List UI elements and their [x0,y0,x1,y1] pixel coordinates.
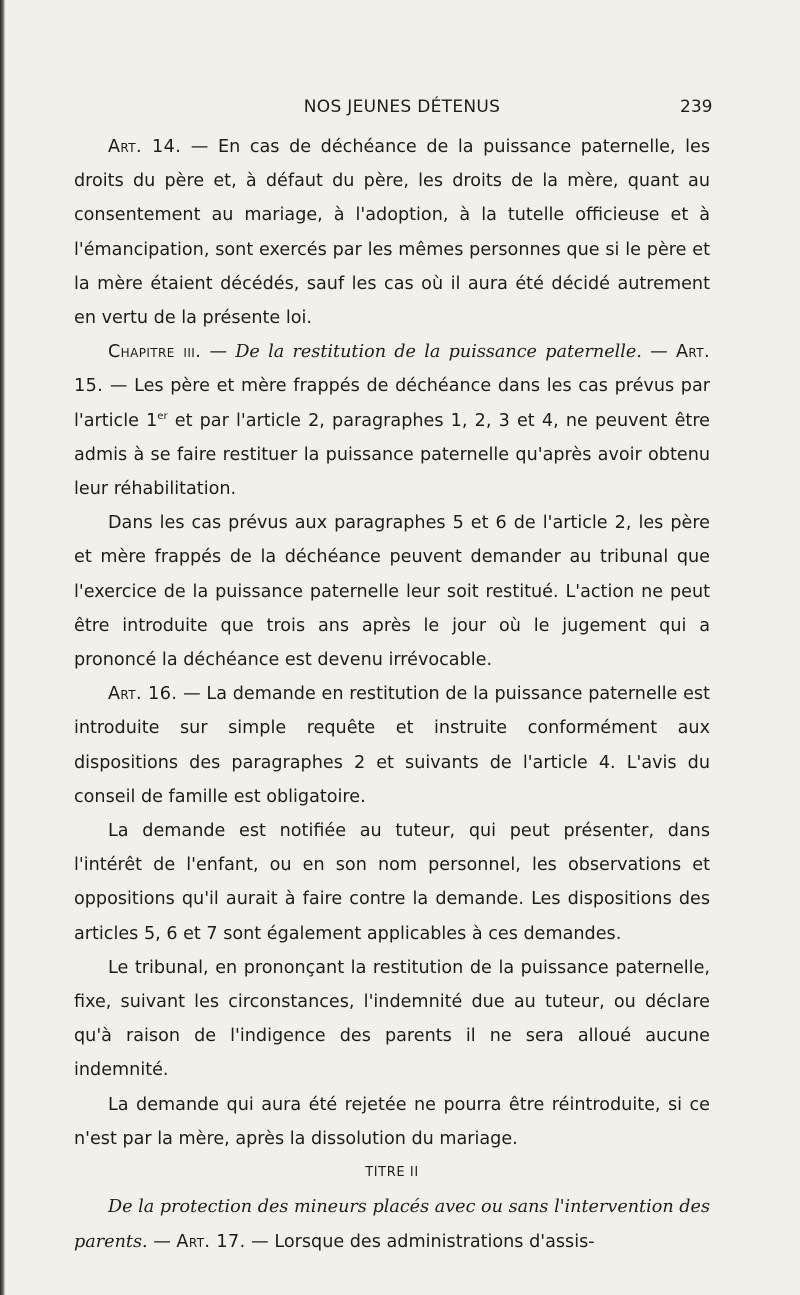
article-14-text: — En cas de déchéance de la puissance paternelle, les droits du père et, à défaut du père, les droits de la mère, quant au consentement au mariage, à l'adoption, à la tutelle officieuse et à l'émancipation, sont exercés par les mêmes personnes que si le père et la mère étaient décédés, sauf les cas où il aura été décidé autrement en vertu de la présente loi. [74,137,710,329]
title-2-paragraph [74,1190,710,1258]
running-title: NOS JEUNES DÉTENUS [303,97,501,117]
article-15-text-1: — Les père et mère frappés de déchéance dans les cas prévus par l'article 1 [74,376,710,431]
article-15-superscript: er [157,410,168,422]
chapter-3-dash: — [641,342,668,363]
chapter-3-label: Chapitre iii. [108,342,202,363]
page-binding-edge [0,0,5,1295]
title-2-label: TITRE II [365,1165,419,1181]
article-17-text: — Lorsque des administrations d'assis- [245,1231,595,1252]
chapter-3-separator: — [201,342,236,363]
article-16-paragraph-3: Le tribunal, en prononçant la restitution de la puissance paternelle, fixe, suivant les circonstances, l'indemnité due au tuteur, ou déclare qu'à raison de l'indigence des parents il ne sera alloué aucune indemnité. [74,957,710,1081]
article-16-paragraph-4: La demande qui aura été rejetée ne pourra être réintroduite, si ce n'est par la mère, après la dissolution du mariage. [74,1094,710,1149]
article-16-text: — La demande en restitution de la puissance paternelle est introduite sur simple requête et instruite conformément aux dispositions des paragraphes 2 et suivants de l'article 4. L'avis du conseil de famille est obligatoire. [74,684,710,807]
page-header [0,92,800,122]
title-2-heading: De la protection des mineurs placés avec ou sans l'intervention des parents. [74,1197,710,1252]
title-2-separator: — [147,1231,177,1252]
chapter-3-title: De la restitution de la puissance paternelle. [235,342,642,363]
body-text [74,130,710,1259]
chapter-3-heading [74,335,710,506]
article-14-paragraph [74,130,710,335]
article-15-text-2: et par l'article 2, paragraphes 1, 2, 3 et 4, ne peuvent être admis à se faire restituer la puissance paternelle qu'après avoir obtenu leur réhabilitation. [74,410,710,500]
page-number: 239 [680,97,713,117]
article-15-paragraph-2: Dans les cas prévus aux paragraphes 5 et 6 de l'article 2, les père et mère frappés de la déchéance peuvent demander au tribunal que l'exercice de la puissance paternelle leur soit restitué. L'action ne peut être introduite que trois ans après le jour où le jugement qui a prononcé la déchéance est devenu irrévocable. [74,513,710,671]
article-14-label: Art. 14. [108,137,182,157]
article-15-label: Art. 15. [74,342,711,397]
article-16-paragraph [74,677,710,814]
article-17-label: Art. 17. [176,1231,246,1252]
article-16-paragraph-2: La demande est notifiée au tuteur, qui peut présenter, dans l'intérêt de l'enfant, ou en son nom personnel, les observations et oppositions qu'il aurait à faire contre la demande. Les dispositions des articles 5, 6 et 7 sont également applicables à ces demandes. [74,821,710,944]
article-16-label: Art. 16. [108,684,178,705]
